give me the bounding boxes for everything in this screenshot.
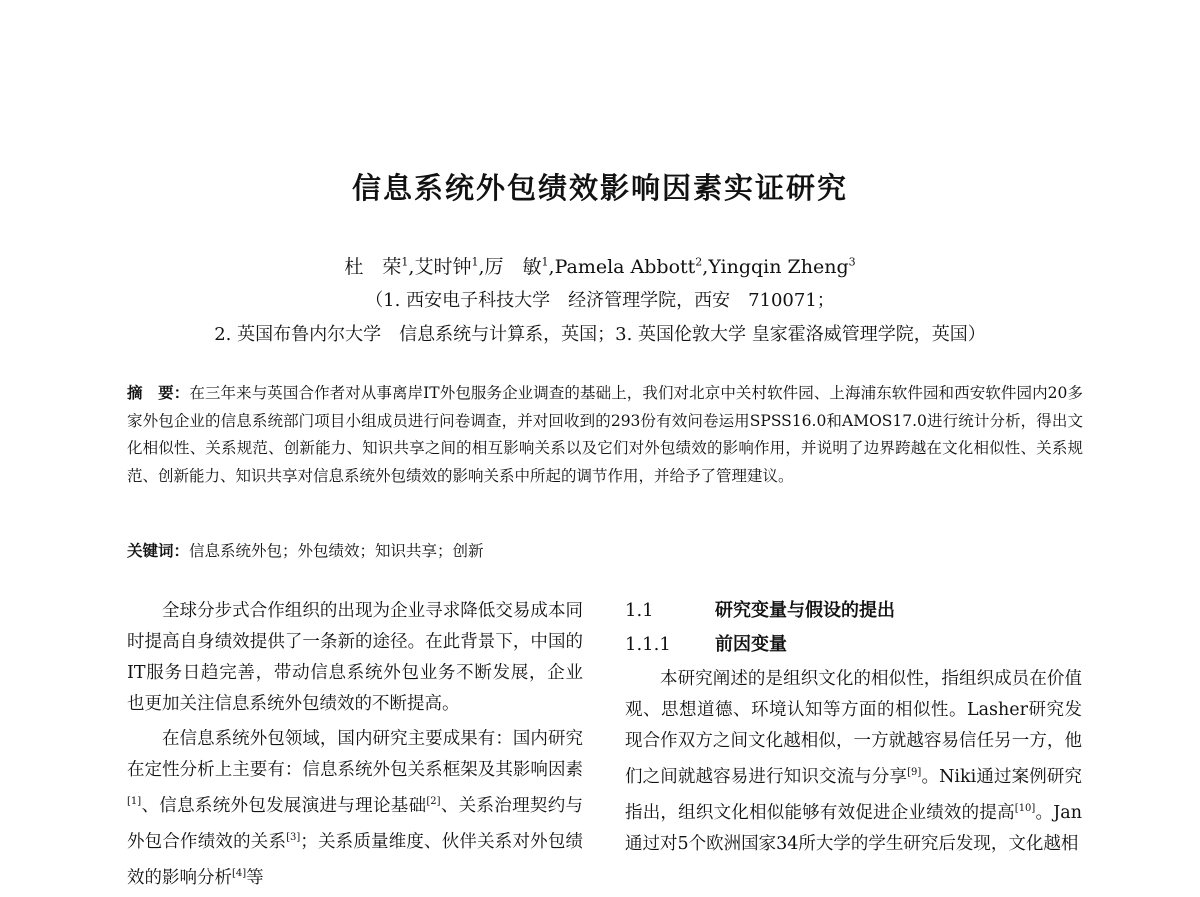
body-text-c: 。Jan通过对5个欧洲国家34所大学的学生研究后发现，文化越相 [625, 802, 1082, 854]
citation-3[interactable]: [3] [286, 831, 301, 843]
body-text-a: 本研究阐述的是组织文化的相似性，指组织成员在价值观、思想道德、环境认知等方面的相似性。Lasher研究发现合作双方之间文化越相似，一方就越容易信任另一方，他们之间就越容易进行知识交流与分享 [625, 669, 1082, 787]
section-heading-1-1-1 [625, 630, 1082, 660]
section-number: 1.1 [625, 600, 654, 621]
intro-p2-text-a: 在信息系统外包领域，国内研究主要成果有：国内研究在定性分析上主要有：信息系统外包关系框架及其影响因素 [127, 729, 583, 780]
intro-p2-text-c: 、关系治理契约与外包合作绩效的关系 [127, 795, 584, 852]
keywords [127, 538, 1083, 565]
body-text-b: 。Niki通过案例研究指出，组织文化相似能够有效促进企业绩效的提高 [625, 766, 1082, 823]
author-2-affil: 1 [471, 255, 479, 269]
author-4-affil: 2 [695, 255, 703, 269]
citation-2[interactable]: [2] [426, 796, 441, 807]
paper-title: 信息系统外包绩效影响因素实证研究 [351, 171, 848, 205]
author-line: 杜 荣$^1$,艾时钟$^1$,厉 敏$^1$,Pamela Abbott$^2$,Yingqin Zheng$^3$ [344, 255, 856, 278]
left-column [127, 596, 583, 897]
body-paragraph [625, 664, 1082, 860]
abstract-text: 在三年来与英国合作者对从事离岸IT外包服务企业调查的基础上，我们对北京中关村软件园、上海浦东软件园和西安软件园内20多家外包企业的信息系统部门项目小组成员进行问卷调查，并对回收到的293份有效问卷运用SPSS16.0和AMOS17.0进行统计分析，得出文化相似性、关系规范、创新能力、知识共享之间的相互影响关系以及它们对外包绩效的影响作用，并说明了边界跨越在文化相似性、关系规范、创新能力、知识共享对信息系统外包绩效的影响关系中所起的调节作用，并给予了管理建议。 [127, 384, 1083, 485]
abstract [127, 380, 1083, 490]
intro-p2-text-e: 等 [246, 867, 264, 888]
right-column [625, 596, 1082, 860]
citation-4[interactable]: [4] [232, 867, 247, 879]
author-5: Yingqin Zheng [708, 256, 849, 278]
citation-9[interactable]: [9] [907, 767, 922, 778]
intro-paragraph-2 [127, 724, 583, 893]
citation-1[interactable]: [1] [127, 796, 142, 807]
affiliation-line-1: （1. 西安电子科技大学 经济管理学院，西安 710071； [365, 290, 835, 311]
affiliation-line-2: 2. 英国布鲁内尔大学 信息系统与计算系，英国；3. 英国伦敦大学 皇家霍洛威管理学院，英国） [214, 324, 986, 345]
author-1: 杜 荣 [344, 256, 402, 278]
author-4: Pamela Abbott [554, 256, 696, 278]
author-5-affil: 3 [848, 255, 856, 269]
author-2: 艾时钟 [414, 256, 472, 278]
subsection-title: 前因变量 [715, 634, 787, 655]
intro-paragraph-1: 全球分步式合作组织的出现为企业寻求降低交易成本同时提高自身绩效提供了一条新的途径。在此背景下，中国的IT服务日趋完善，带动信息系统外包业务不断发展，企业也更加关注信息系统外包绩效的不断提高。 [127, 601, 583, 714]
section-heading-1-1 [625, 596, 1082, 626]
author-3: 厉 敏 [484, 256, 542, 278]
author-1-affil: 1 [401, 255, 409, 269]
intro-p2-text-b: 、信息系统外包发展演进与理论基础 [141, 795, 427, 816]
section-title: 研究变量与假设的提出 [715, 600, 895, 621]
citation-10[interactable]: [10] [1014, 802, 1036, 814]
keywords-label: 关键词： [127, 542, 190, 560]
keywords-text: 信息系统外包；外包绩效；知识共享；创新 [189, 542, 484, 560]
intro-p2-text-d: ；关系质量维度、伙伴关系对外包绩效的影响分析 [127, 831, 584, 888]
subsection-number: 1.1.1 [625, 634, 671, 655]
author-3-affil: 1 [541, 255, 549, 269]
abstract-label: 摘 要： [127, 384, 190, 402]
